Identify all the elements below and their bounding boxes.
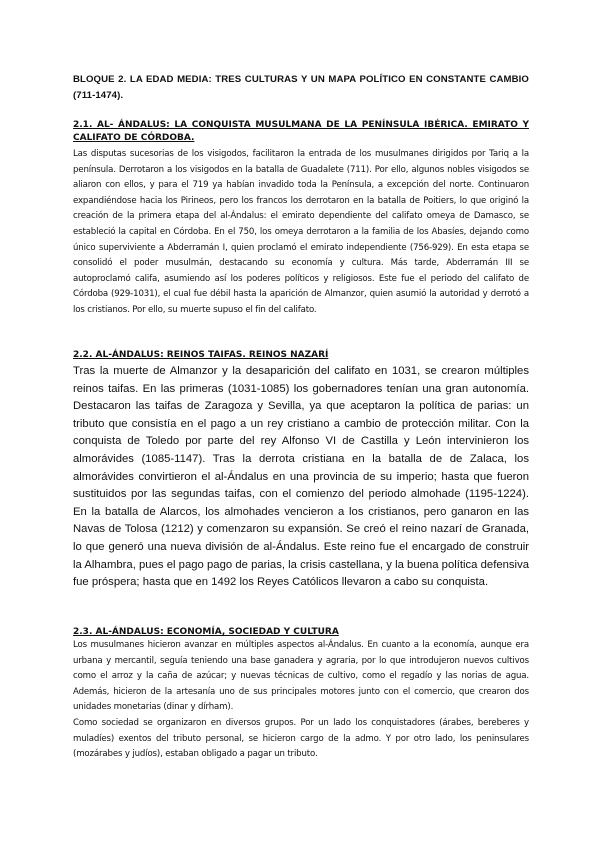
section-2-1-paragraph: Las disputas sucesorias de los visigodos, facilitaron la entrada de los musulmanes dirigidos por Tariq a la península. Derrotaron a los visigodos en la batalla de Guadalete (711). Por ello, algunos nobles visigodos se aliaron con ellos, y para el 719 ya habían invadido toda la Península, a excepción del norte. Continuaron expandiéndose hacia los Pirineos, pero los francos los derrotaron en la batalla de Poitiers, lo que originó la creación de la primera etapa del al-Ándalus: el emirato dependiente del califato omeya de Damasco, se estableció la capital en Córdoba. En el 750, los omeya derrotaron a la familia de los Abasíes, dejando como único superviviente a Abderramán I, quien proclamó el emirato independiente (756-929). En esta etapa se consolidó el poder musulmán, destacando su economía y cultura. Más tarde, Abderramán III se autoproclamó califa, asumiendo así los poderes políticos y religiosos. Este fue el periodo del califato de Córdoba (929-1031), el cual fue débil hasta la aparición de Almanzor, quien asumió la autoridad y derrotó a los cristianos. Por ello, su muerte supuso el fin del califato. bbox=[73, 149, 529, 315]
section-2-2-paragraph: Tras la muerte de Almanzor y la desaparición del califato en 1031, se crearon múltiples reinos taifas. En las primeras (1031-1085) los gobernadores tenían una gran autonomía. Destacaron las taifas de Zaragoza y Sevilla, ya que aceptaron la política de parias: un tributo que consistía en el pago a un rey cristiano a cambio de protección militar. Con la conquista de Toledo por parte del rey Alfonso VI de Castilla y León intervinieron los almorávides (1085-1147). Tras la derrota cristiana en la batalla de de Zalaca, los almorávides convirtieron el al-Ándalus en una provincia de su imperio; hasta que fueron sustituidos por las segundas taifas, con el comienzo del periodo almohade (1195-1224). En la batalla de Alarcos, los almohades vencieron a los cristianos, pero ganaron en las Navas de Tolosa (1212) y comenzaron su expansión. Se creó el reino nazarí de Granada, lo que generó una nueva división de al-Ándalus. Este reino fue el encargado de construir la Alhambra, pues el pago pago de parias, la crisis castellana, y la buena política defensiva fue próspera; hasta que en 1492 los Reyes Católicos llevaron a cabo su conquista. bbox=[73, 365, 529, 589]
section-heading-2-2: 2.2. AL-ÁNDALUS: REINOS TAIFAS. REINOS NAZARÍ bbox=[73, 350, 329, 360]
section-heading-2-3: 2.3. AL-ÁNDALUS: ECONOMÍA, SOCIEDAD Y CULTURA bbox=[73, 627, 339, 637]
section-heading-2-1: 2.1. AL- ÁNDALUS: LA CONQUISTA MUSULMANA DE LA PENÍNSULA IBÉRICA. EMIRATO Y CALIFATO DE CÓRDOBA. bbox=[73, 120, 529, 143]
document-title: BLOQUE 2. LA EDAD MEDIA: TRES CULTURAS Y UN MAPA POLÍTICO EN CONSTANTE CAMBIO (711-1474). bbox=[73, 74, 529, 101]
section-2-3-paragraph-2: Como sociedad se organizaron en diversos grupos. Por un lado los conquistadores (árabes, bereberes y muladíes) exentos del tributo personal, se hicieron cargo de la admo. Y por otro lado, los peninsulares (mozárabes y judíos), estaban obligado a pagar un tributo. bbox=[73, 718, 529, 760]
section-2-3-paragraph-1: Los musulmanes hicieron avanzar en múltiples aspectos al-Ándalus. En cuanto a la economía, aunque era urbana y mercantil, seguía teniendo una base ganadera y agraria, por lo que introdujeron nuevos cultivos como el arroz y la caña de azúcar; y nuevas técnicas de cultivo, como el regadío y las norias de agua. Además, hicieron de la artesanía uno de sus principales motores junto con el comercio, que crearon dos unidades monetarias (dinar y dírham). bbox=[73, 640, 529, 713]
